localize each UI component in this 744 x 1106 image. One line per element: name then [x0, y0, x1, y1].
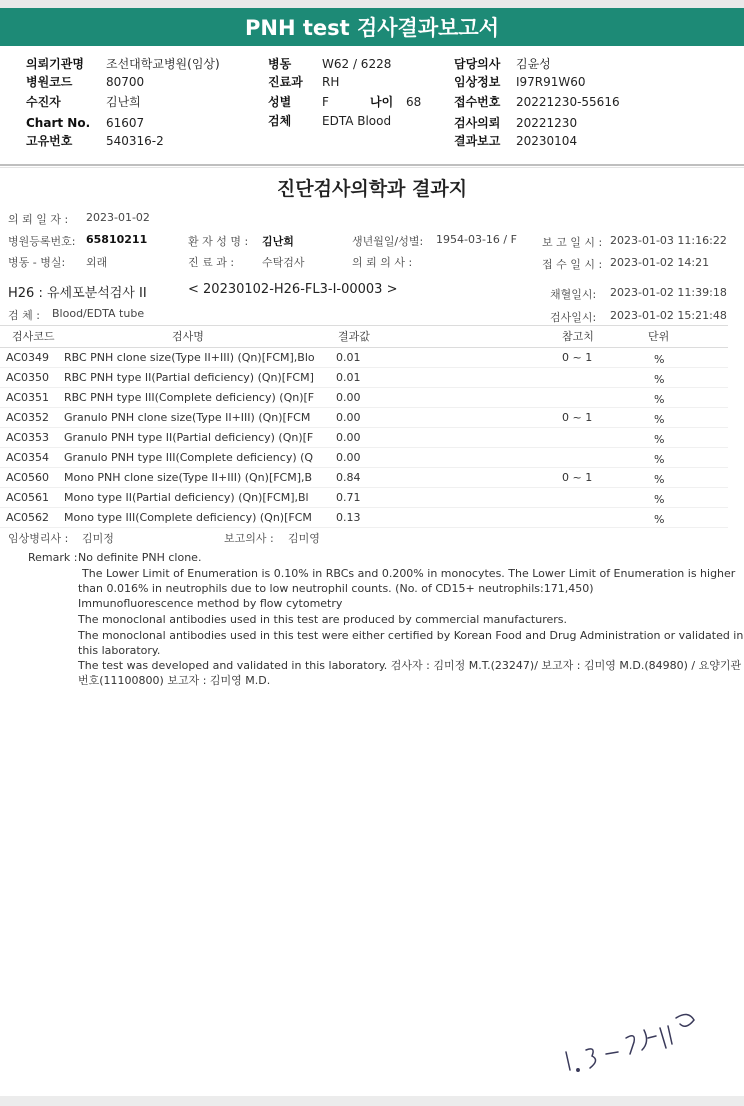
- header-code: 검사코드: [12, 330, 55, 343]
- reg-no-label: 병원등록번호:: [8, 235, 76, 248]
- cell-name: Mono type III(Complete deficiency) (Qn)[FCM: [64, 511, 312, 524]
- cell-unit: %: [654, 373, 665, 386]
- cell-unit: %: [654, 493, 665, 506]
- tech-label: 임상병리사 :: [8, 532, 69, 545]
- cell-name: RBC PNH clone size(Type II+III) (Qn)[FCM],Blo: [64, 351, 315, 364]
- header-label: 진료과: [268, 75, 303, 89]
- cell-result: 0.84: [336, 471, 361, 484]
- birth-label: 생년월일/성별:: [352, 235, 424, 248]
- cell-ref: 0 ~ 1: [562, 351, 593, 364]
- test-name: H26 : 유세포분석검사 II: [8, 286, 147, 301]
- birth-value: 1954-03-16 / F: [436, 233, 517, 246]
- header-value: EDTA Blood: [322, 114, 392, 128]
- cell-unit: %: [654, 433, 665, 446]
- collect-date: 2023-01-02 11:39:18: [610, 286, 727, 299]
- cell-code: AC0561: [6, 491, 50, 504]
- header-value: 20221230: [516, 116, 578, 130]
- table-rule: [0, 325, 728, 326]
- cell-result: 0.00: [336, 411, 361, 424]
- cell-unit: %: [654, 473, 665, 486]
- reg-no: 65810211: [86, 233, 148, 246]
- cell-result: 0.01: [336, 371, 361, 384]
- header-name: 검사명: [172, 330, 204, 343]
- report-date-label: 보 고 일 시 :: [542, 236, 603, 249]
- table-header: [0, 328, 728, 348]
- cell-unit: %: [654, 393, 665, 406]
- cell-result: 0.01: [336, 351, 361, 364]
- table-row: [0, 428, 728, 448]
- header-value: 61607: [106, 116, 145, 130]
- remark-line: 번호(11100800) 보고자 : 김미영 M.D.: [78, 674, 271, 687]
- table-row: [0, 408, 728, 428]
- header-ref: 참고치: [562, 330, 594, 343]
- test-id: < 20230102-H26-FL3-I-00003 >: [188, 282, 398, 297]
- cell-unit: %: [654, 513, 665, 526]
- divider: [0, 164, 744, 166]
- divider: [0, 167, 744, 168]
- header-label: 의뢰기관명: [26, 57, 84, 71]
- cell-unit: %: [654, 453, 665, 466]
- age-label: 나이: [370, 95, 394, 109]
- remark-label: Remark :: [28, 551, 78, 564]
- header-value: 조선대학교병원(임상): [106, 57, 220, 71]
- page-title: 진단검사의학과 결과지: [276, 178, 468, 200]
- header-value: 김난희: [106, 95, 141, 109]
- cell-unit: %: [654, 413, 665, 426]
- receipt-date: 2023-01-02 14:21: [610, 256, 710, 269]
- cell-name: Granulo PNH clone size(Type II+III) (Qn)[FCM: [64, 411, 311, 424]
- cell-result: 0.00: [336, 451, 361, 464]
- remark-line: The Lower Limit of Enumeration is 0.10% in RBCs and 0.200% in monocytes. The Lower Limit of Enumeration is higher: [82, 567, 736, 580]
- header-value: W62 / 6228: [322, 57, 392, 71]
- cell-code: AC0353: [6, 431, 50, 444]
- report-doctor-label: 보고의사 :: [224, 532, 274, 545]
- header-label: 성별: [268, 95, 292, 109]
- report-banner: PNH test 검사결과보고서: [0, 8, 744, 46]
- header-label: 검체: [268, 114, 292, 128]
- remark-line: The monoclonal antibodies used in this test were either certified by Korean Food and Drug Administration or validated in: [78, 629, 744, 642]
- header-label: 수진자: [26, 95, 61, 109]
- remark-line: The monoclonal antibodies used in this test are produced by commercial manufacturers.: [78, 613, 568, 626]
- cell-result: 0.00: [336, 391, 361, 404]
- cell-unit: %: [654, 353, 665, 366]
- cell-ref: 0 ~ 1: [562, 471, 593, 484]
- test-date-label: 검사일시:: [550, 311, 597, 324]
- header-info: [0, 0, 744, 160]
- remark-line: The test was developed and validated in this laboratory. 검사자 : 김미정 M.T.(23247)/ 보고자 : 김미영 M.D.(84980) / 요양기관: [78, 659, 742, 672]
- table-row: [0, 348, 728, 368]
- request-date: 2023-01-02: [86, 211, 150, 224]
- cell-result: 0.13: [336, 511, 361, 524]
- header-label: 결과보고: [454, 134, 501, 148]
- table-row: [0, 468, 728, 488]
- cell-result: 0.00: [336, 431, 361, 444]
- cell-name: Mono PNH clone size(Type II+III) (Qn)[FCM],B: [64, 471, 313, 484]
- cell-name: RBC PNH type II(Partial deficiency) (Qn)[FCM]: [64, 371, 314, 384]
- table-row: [0, 508, 728, 528]
- cell-name: Granulo PNH type II(Partial deficiency) (Qn)[F: [64, 431, 314, 444]
- table-row: [0, 448, 728, 468]
- header-value: F: [322, 95, 329, 109]
- header-result: 결과값: [338, 330, 370, 343]
- header-label: Chart No.: [26, 116, 91, 130]
- ward-value: 외래: [86, 256, 108, 269]
- remark-line: Immunofluorescence method by flow cytometry: [78, 597, 343, 610]
- header-value: 540316-2: [106, 134, 164, 148]
- header-value: I97R91W60: [516, 75, 586, 89]
- cell-name: Mono type II(Partial deficiency) (Qn)[FCM],Bl: [64, 491, 309, 504]
- ward-label: 병동 - 병실:: [8, 256, 66, 269]
- table-rule: [0, 527, 728, 528]
- age-value: 68: [406, 95, 422, 109]
- cell-ref: 0 ~ 1: [562, 411, 593, 424]
- remark-line: this laboratory.: [78, 644, 161, 657]
- cell-code: AC0354: [6, 451, 50, 464]
- cell-result: 0.71: [336, 491, 361, 504]
- cell-code: AC0351: [6, 391, 50, 404]
- header-value: 20230104: [516, 134, 578, 148]
- remark-line: than 0.016% in neutrophils due to low neutrophil counts. (No. of CD15+ neutrophils:171,450): [78, 582, 594, 595]
- dept-label: 진 료 과 :: [188, 256, 235, 269]
- header-label: 담당의사: [454, 57, 501, 71]
- report-date: 2023-01-03 11:16:22: [610, 234, 727, 247]
- header-value: RH: [322, 75, 340, 89]
- header-label: 고유번호: [26, 134, 73, 148]
- cell-code: AC0560: [6, 471, 50, 484]
- remark-line: No definite PNH clone.: [78, 551, 202, 564]
- bottom-strip: [0, 1096, 744, 1106]
- header-value: 김윤성: [516, 57, 551, 71]
- dept-value: 수탁검사: [262, 256, 305, 269]
- specimen-label: 검 체 :: [8, 309, 40, 322]
- header-unit: 단위: [648, 330, 670, 343]
- request-date-label: 의 뢰 일 자 :: [8, 213, 69, 226]
- cell-code: AC0352: [6, 411, 50, 424]
- cell-name: RBC PNH type III(Complete deficiency) (Qn)[F: [64, 391, 315, 404]
- receipt-date-label: 접 수 일 시 :: [542, 258, 603, 271]
- table-row: [0, 388, 728, 408]
- header-label: 병동: [268, 57, 292, 71]
- cell-code: AC0562: [6, 511, 50, 524]
- table-row: [0, 368, 728, 388]
- header-label: 검사의뢰: [454, 116, 501, 130]
- header-label: 임상정보: [454, 75, 501, 89]
- collect-label: 채혈일시:: [550, 288, 597, 301]
- cell-code: AC0350: [6, 371, 50, 384]
- doctor-label: 의 뢰 의 사 :: [352, 256, 413, 269]
- specimen-value: Blood/EDTA tube: [52, 307, 145, 320]
- patient-name-label: 환 자 성 명 :: [188, 235, 249, 248]
- handwritten-signature: [556, 990, 736, 1080]
- header-label: 병원코드: [26, 75, 73, 89]
- cell-name: Granulo PNH type III(Complete deficiency) (Q: [64, 451, 314, 464]
- tech-name: 김미정: [82, 532, 114, 545]
- header-value: 20221230-55616: [516, 95, 620, 109]
- test-date: 2023-01-02 15:21:48: [610, 309, 727, 322]
- patient-name: 김난희: [262, 235, 294, 248]
- cell-code: AC0349: [6, 351, 50, 364]
- header-value: 80700: [106, 75, 145, 89]
- report-doctor-name: 김미영: [288, 532, 320, 545]
- header-label: 접수번호: [454, 95, 501, 109]
- table-row: [0, 488, 728, 508]
